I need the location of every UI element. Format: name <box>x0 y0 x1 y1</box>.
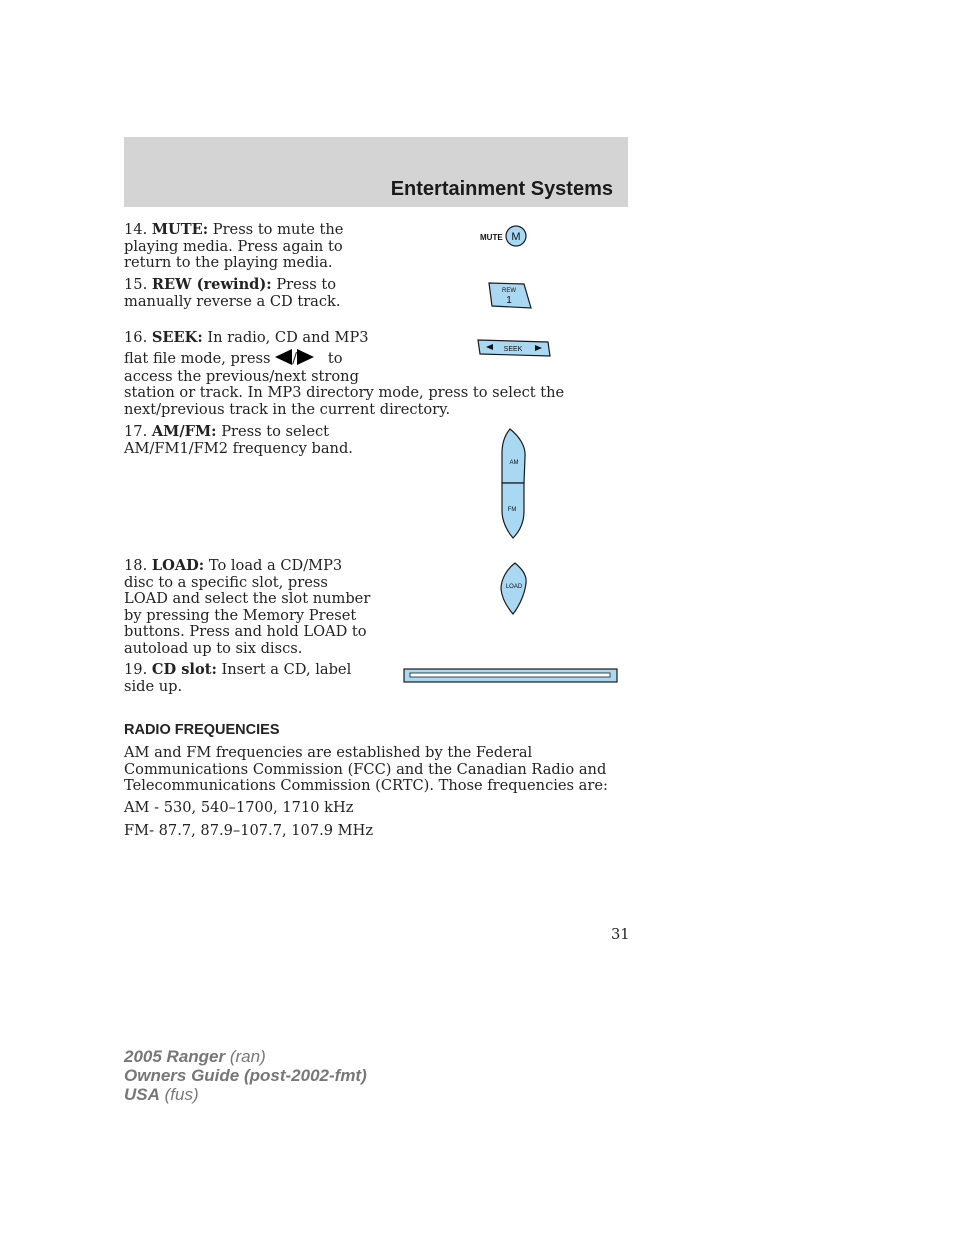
item-number: 19. <box>124 661 148 678</box>
item-text: access the previous/next strong <box>124 368 359 385</box>
item-label: REW (rewind): <box>151 276 272 293</box>
item-text: Press to mute the <box>208 221 344 238</box>
mute-label: MUTE <box>480 233 503 242</box>
mute-button-icon <box>478 225 530 249</box>
seek-button-icon <box>476 338 552 360</box>
page-number: 31 <box>611 926 630 943</box>
item-text: AM/FM1/FM2 frequency band. <box>124 439 353 457</box>
item-number: 15. <box>124 276 148 293</box>
item-label: AM/FM: <box>151 423 217 440</box>
item-number: 18. <box>124 557 148 574</box>
item-label: LOAD: <box>151 557 205 574</box>
item-mute-text <box>124 222 379 272</box>
rew-label: REW <box>502 288 516 294</box>
item-label: MUTE: <box>151 221 209 238</box>
item-amfm-text <box>124 424 379 457</box>
item-rew-text <box>124 277 379 310</box>
rew-button-icon <box>486 281 534 311</box>
item-text: manually reverse a CD track. <box>124 292 341 310</box>
item-number: 17. <box>124 423 148 440</box>
item-load-text <box>124 558 374 658</box>
mute-key-label: M <box>511 231 521 243</box>
item-text: Insert a CD, label side <box>124 661 352 695</box>
load-button-icon <box>498 561 532 617</box>
item-text: to a specific slot, press LOAD and select the slot number by pressing the Memory Preset buttons. Press and hold LOAD to autoload up to six discs. <box>124 573 371 657</box>
item-text: up. <box>158 677 183 695</box>
document-footer <box>124 1047 367 1104</box>
item-cdslot-text <box>124 662 374 695</box>
am-frequencies: AM - 530, 540–1700, 1710 kHz <box>124 799 354 816</box>
item-seek-text-line2 <box>124 349 384 368</box>
item-label: SEEK: <box>151 329 203 346</box>
item-text: To load a CD/MP3 disc <box>124 557 343 591</box>
seek-right-arrow-icon <box>297 349 314 365</box>
footer-model-code: (ran) <box>225 1047 266 1066</box>
fm-label: FM <box>507 507 517 513</box>
footer-guide: Owners Guide (post-2002-fmt) <box>124 1066 367 1085</box>
section-title: Entertainment Systems <box>390 178 613 200</box>
fm-frequencies: FM- 87.7, 87.9–107.7, 107.9 MHz <box>124 822 374 839</box>
seek-left-arrow-icon <box>275 349 292 365</box>
footer-market: USA <box>124 1085 160 1104</box>
section-header-band <box>124 137 628 207</box>
item-text: station or track. In MP3 directory mode, press to select the next/previous track in the current directory. <box>124 384 565 418</box>
item-text: Press to select <box>216 423 330 440</box>
item-seek-text <box>124 330 384 347</box>
item-text: In radio, CD and MP3 <box>202 329 369 346</box>
cd-slot-icon <box>403 668 619 684</box>
load-label: LOAD <box>505 584 523 590</box>
item-text: playing media. Press again to return to the playing media. <box>124 237 343 272</box>
footer-market-code: (fus) <box>159 1085 199 1104</box>
amfm-button-icon <box>498 427 532 541</box>
rew-key-label: 1 <box>506 295 512 306</box>
item-label: CD slot: <box>151 661 217 678</box>
item-text: Press to <box>271 276 337 293</box>
item-text: flat file mode, press <box>124 350 271 367</box>
seek-label: SEEK <box>503 346 523 353</box>
item-seek-text-full <box>124 385 630 418</box>
am-label: AM <box>509 460 519 466</box>
item-number: 14. <box>124 221 148 238</box>
radio-paragraph: AM and FM frequencies are established by the Federal Communications Commission (FCC) and the Canadian Radio and Telecommunications Commission (CRTC). Those frequencies are: <box>124 744 608 795</box>
footer-model: 2005 Ranger <box>124 1047 226 1066</box>
item-number: 16. <box>124 329 148 346</box>
item-text: / <box>292 350 297 367</box>
radio-frequencies-heading: RADIO FREQUENCIES <box>124 722 280 738</box>
item-text: to <box>327 350 343 367</box>
